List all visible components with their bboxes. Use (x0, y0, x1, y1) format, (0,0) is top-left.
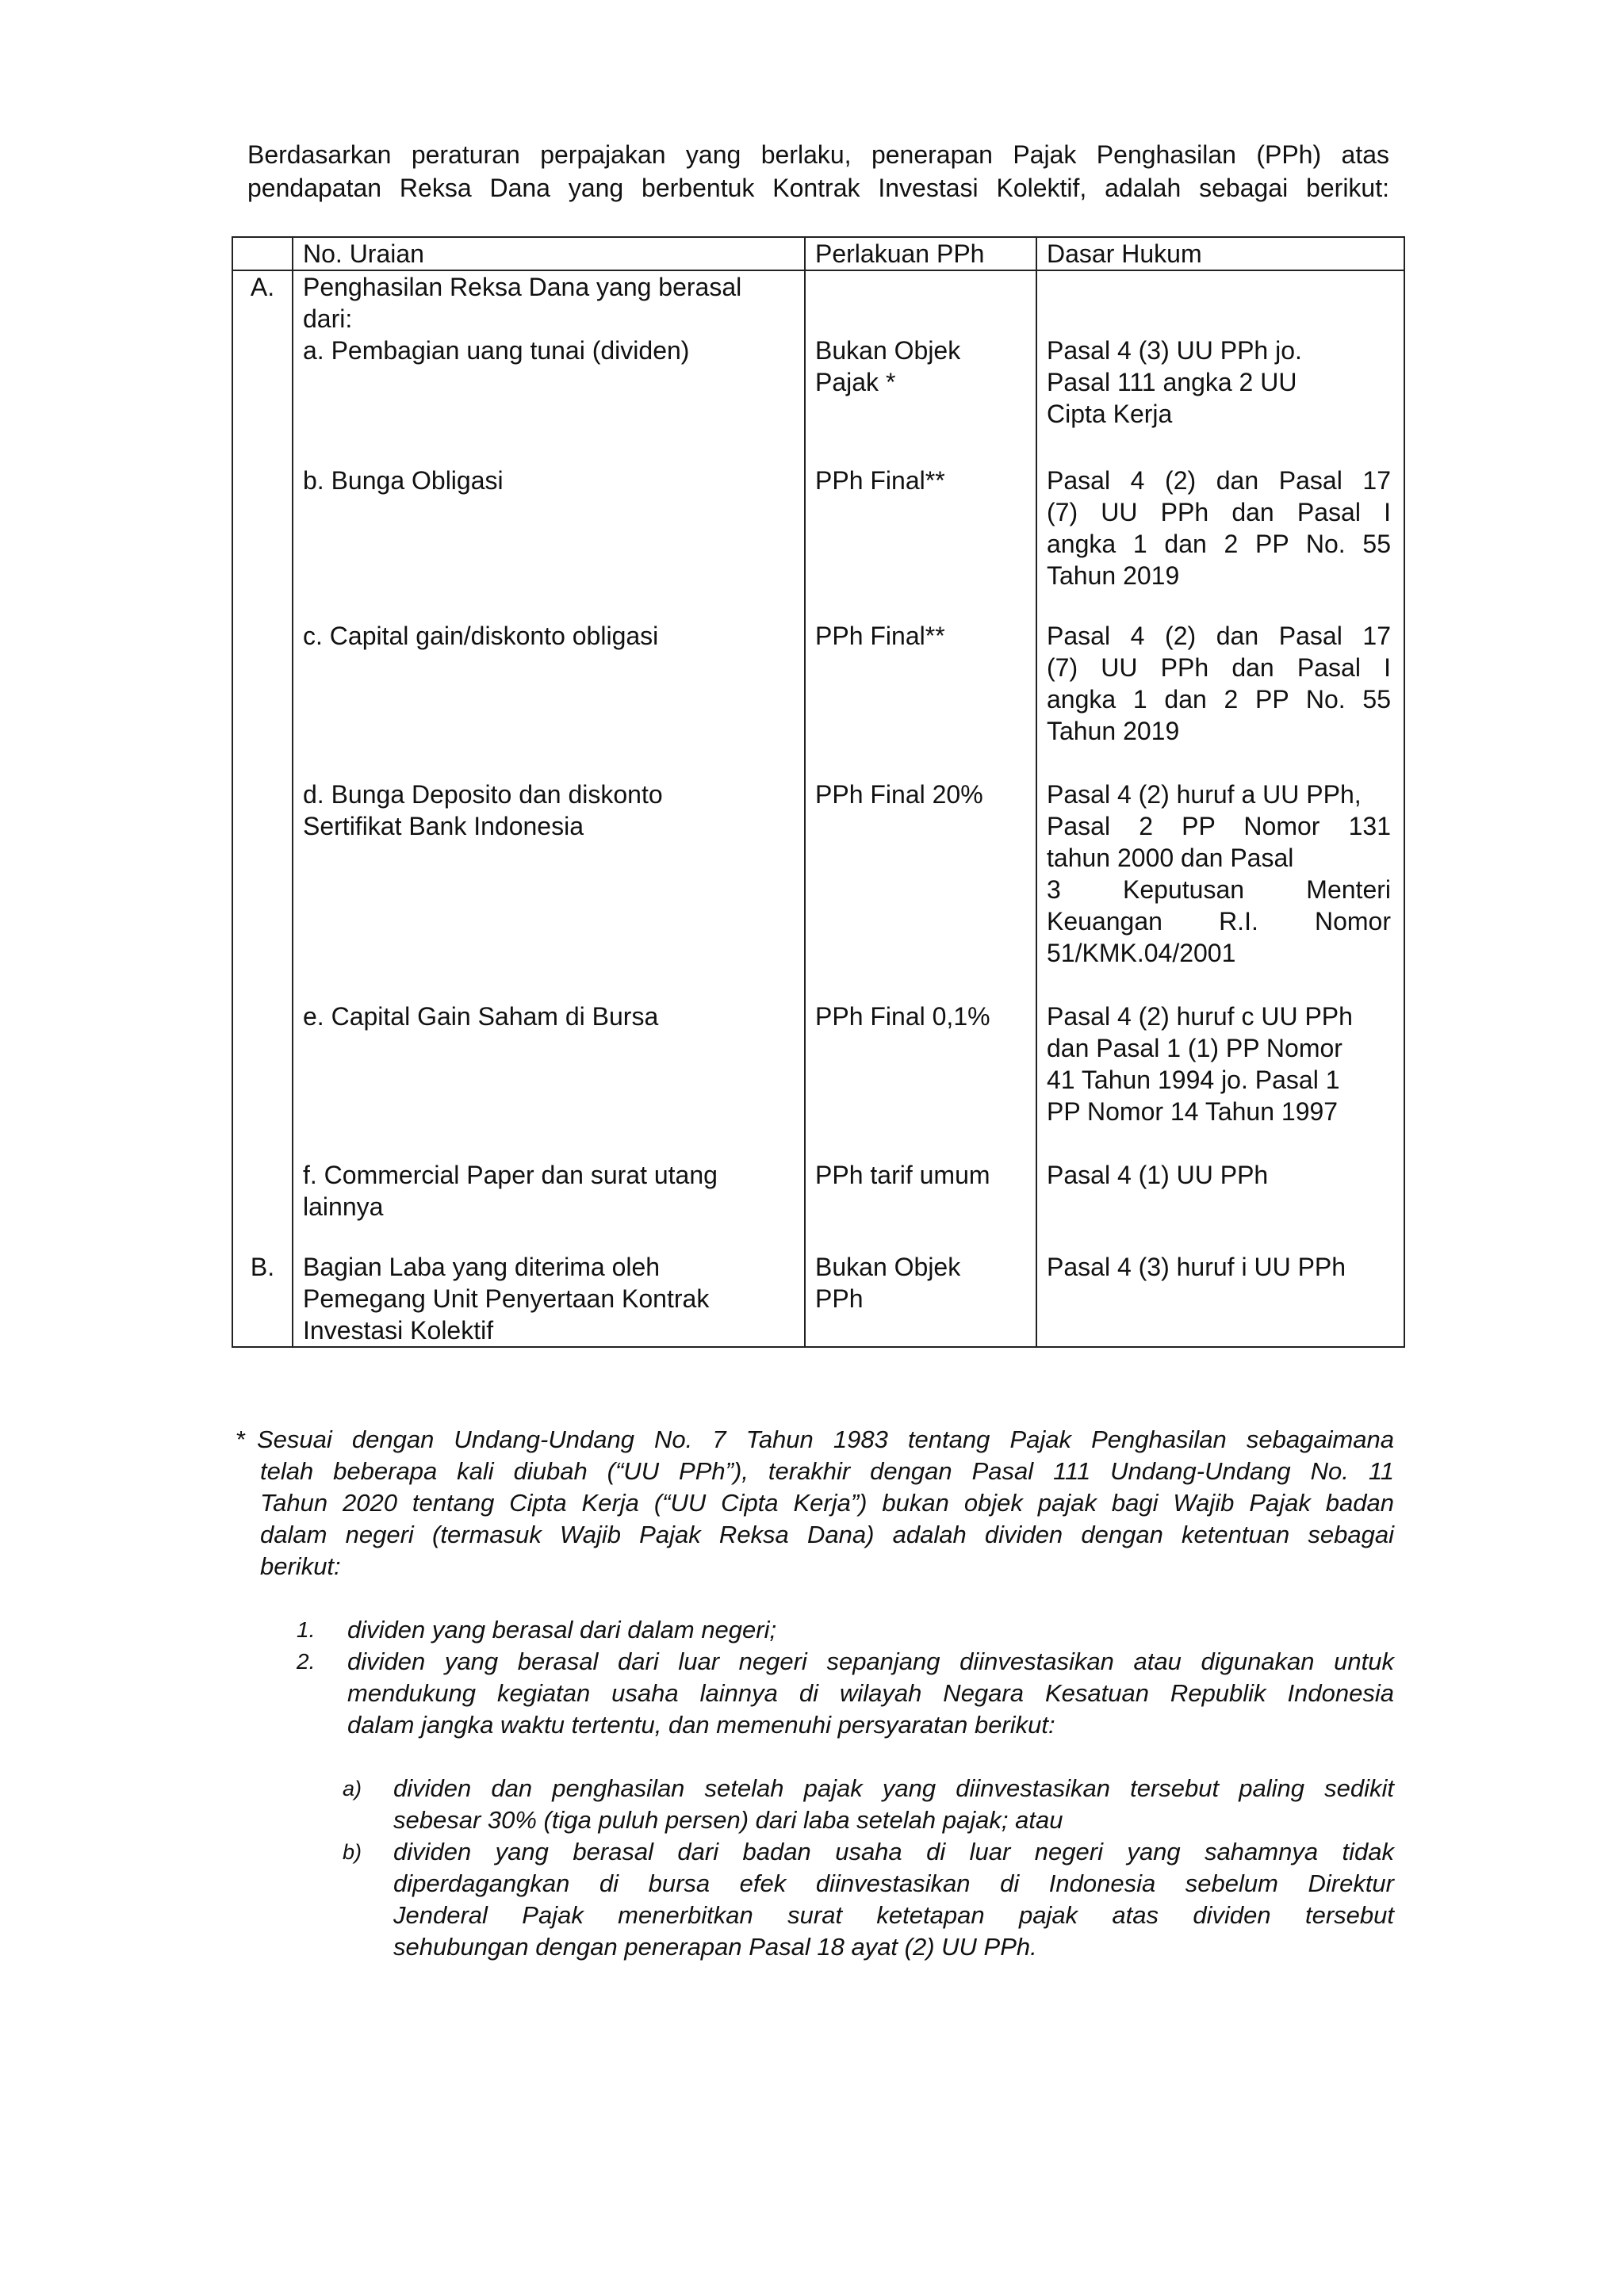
item-text: Pemegang Unit Penyertaan Kontrak (303, 1284, 710, 1313)
list-line: mendukung kegiatan usaha lainnya di wilayah Negara Kesatuan Republik Indonesia (347, 1679, 1394, 1707)
list-number: 1. (297, 1617, 316, 1642)
table-row (232, 465, 1404, 620)
sublist-line: Jenderal Pajak menerbitkan surat ketetapan pajak atas dividen tersebut (393, 1901, 1394, 1929)
list-line: dalam jangka waktu tertentu, dan memenuhi persyaratan berikut: (347, 1711, 1055, 1739)
law-text: Pasal 4 (3) UU PPh jo. (1047, 336, 1302, 365)
table-row (232, 779, 1404, 1001)
empty-cell (232, 620, 293, 779)
table-row (232, 1159, 1404, 1251)
treatment-text: PPh (815, 1284, 864, 1313)
sublist-line: diperdagangkan di bursa efek diinvestasikan di Indonesia sebelum Direktur (393, 1869, 1394, 1897)
law-text: 3 Keputusan Menteri (1047, 875, 1391, 904)
empty-cell (1036, 270, 1404, 335)
sublist-item-text (393, 1773, 1394, 1836)
treatment-text: PPh Final** (815, 622, 945, 650)
law-text: angka 1 dan 2 PP No. 55 (1047, 685, 1391, 714)
law-text: Keuangan R.I. Nomor (1047, 907, 1391, 936)
intro-paragraph (247, 138, 1389, 205)
empty-cell (232, 1159, 293, 1251)
list-line: dividen yang berasal dari dalam negeri; (347, 1616, 777, 1644)
law-cell (1036, 335, 1404, 465)
law-text: angka 1 dan 2 PP No. 55 (1047, 530, 1391, 558)
footnote-line: Tahun 2020 tentang Cipta Kerja (“UU Cipta Kerja”) bukan objek pajak bagi Wajib Pajak badan (260, 1489, 1394, 1517)
law-text: Pasal 4 (3) huruf i UU PPh (1047, 1253, 1346, 1281)
list-number: 2. (297, 1649, 316, 1674)
section-letter: B. (232, 1251, 293, 1347)
footnote-list (297, 1614, 1394, 1741)
section-letter: A. (232, 270, 293, 335)
empty-cell (232, 1001, 293, 1159)
item-text: lainnya (303, 1192, 384, 1221)
law-text: Tahun 2019 (1047, 717, 1180, 745)
item-cell (293, 465, 805, 620)
list-line: dividen yang berasal dari luar negeri sepanjang diinvestasikan atau digunakan untuk (347, 1647, 1394, 1675)
treatment-text: Pajak * (815, 368, 896, 396)
law-text: dan Pasal 1 (1) PP Nomor (1047, 1034, 1342, 1062)
law-text: Pasal 2 PP Nomor 131 (1047, 812, 1391, 840)
treatment-cell (805, 335, 1036, 465)
table-row-section-b (232, 1251, 1404, 1347)
header-dasar-hukum: Dasar Hukum (1036, 237, 1404, 270)
law-cell (1036, 465, 1404, 620)
treatment-text: Bukan Objek (815, 1253, 961, 1281)
footnote-marker: * (236, 1425, 247, 1453)
item-cell (293, 1159, 805, 1251)
list-item (297, 1614, 1394, 1646)
sublist-line: sebesar 30% (tiga puluh persen) dari laba setelah pajak; atau (393, 1806, 1063, 1834)
item-text: Bagian Laba yang diterima oleh (303, 1253, 661, 1281)
law-text: 41 Tahun 1994 jo. Pasal 1 (1047, 1066, 1340, 1094)
law-cell (1036, 779, 1404, 1001)
footnote-sublist (343, 1773, 1394, 1963)
treatment-text: PPh Final** (815, 466, 945, 495)
treatment-cell (805, 1001, 1036, 1159)
treatment-cell (805, 1159, 1036, 1251)
footnote-section (236, 1424, 1394, 1963)
item-cell (293, 335, 805, 465)
treatment-cell (805, 620, 1036, 779)
item-text: b. Bunga Obligasi (303, 466, 504, 495)
footnote (236, 1424, 1394, 1582)
footnote-line: dalam negeri (termasuk Wajib Pajak Reksa Dana) adalah dividen dengan ketentuan sebagai (260, 1521, 1394, 1548)
item-cell (293, 1001, 805, 1159)
empty-cell (232, 779, 293, 1001)
table-row (232, 620, 1404, 779)
law-text: Pasal 4 (2) huruf a UU PPh, (1047, 780, 1362, 809)
section-a-title-line: Penghasilan Reksa Dana yang berasal (303, 273, 742, 301)
sublist-line: sehubungan dengan penerapan Pasal 18 ayat (2) UU PPh. (393, 1933, 1037, 1961)
treatment-text: PPh tarif umum (815, 1161, 990, 1189)
treatment-cell (805, 1251, 1036, 1347)
law-cell (1036, 1251, 1404, 1347)
treatment-text: PPh Final 20% (815, 780, 983, 809)
treatment-text: Bukan Objek (815, 336, 961, 365)
sublist-letter: a) (343, 1777, 362, 1800)
footnote-line: telah beberapa kali diubah (“UU PPh”), terakhir dengan Pasal 111 Undang-Undang No. 11 (260, 1457, 1394, 1485)
law-text: 51/KMK.04/2001 (1047, 939, 1236, 967)
item-text: e. Capital Gain Saham di Bursa (303, 1002, 659, 1031)
tax-treatment-table (232, 236, 1405, 1348)
law-cell (1036, 1001, 1404, 1159)
law-text: Tahun 2019 (1047, 561, 1180, 590)
law-text: (7) UU PPh dan Pasal I (1047, 498, 1391, 526)
law-cell (1036, 1159, 1404, 1251)
item-text: f. Commercial Paper dan surat utang (303, 1161, 718, 1189)
intro-line: Berdasarkan peraturan perpajakan yang berlaku, penerapan Pajak Penghasilan (PPh) atas (247, 140, 1389, 169)
section-a-title-line: dari: (303, 304, 353, 333)
list-item-text (347, 1646, 1394, 1741)
treatment-cell (805, 779, 1036, 1001)
law-text: PP Nomor 14 Tahun 1997 (1047, 1097, 1339, 1126)
intro-line: pendapatan Reksa Dana yang berbentuk Kontrak Investasi Kolektif, adalah sebagai berikut: (247, 174, 1389, 202)
list-item (297, 1646, 1394, 1741)
law-text: Pasal 4 (1) UU PPh (1047, 1161, 1269, 1189)
item-cell (293, 779, 805, 1001)
law-text: Pasal 111 angka 2 UU (1047, 368, 1297, 396)
law-text: (7) UU PPh dan Pasal I (1047, 653, 1391, 682)
table-row (232, 335, 1404, 465)
item-text: c. Capital gain/diskonto obligasi (303, 622, 659, 650)
item-text: a. Pembagian uang tunai (dividen) (303, 336, 690, 365)
footnote-line: berikut: (260, 1552, 341, 1580)
table-row (232, 1001, 1404, 1159)
table-header-row (232, 237, 1404, 270)
empty-cell (232, 335, 293, 465)
section-a-title (293, 270, 805, 335)
sublist-letter: b) (343, 1840, 362, 1864)
law-text: Pasal 4 (2) dan Pasal 17 (1047, 622, 1391, 650)
footnote-body (257, 1424, 1394, 1582)
law-text: Cipta Kerja (1047, 400, 1173, 428)
item-cell (293, 620, 805, 779)
header-no-uraian: No. Uraian (293, 237, 805, 270)
item-text: Sertifikat Bank Indonesia (303, 812, 584, 840)
law-cell (1036, 620, 1404, 779)
item-text: d. Bunga Deposito dan diskonto (303, 780, 663, 809)
sublist-item-text (393, 1836, 1394, 1963)
sublist-item (343, 1773, 1394, 1836)
header-blank (232, 237, 293, 270)
header-perlakuan-pph: Perlakuan PPh (805, 237, 1036, 270)
law-text: tahun 2000 dan Pasal (1047, 844, 1294, 872)
law-text: Pasal 4 (2) dan Pasal 17 (1047, 466, 1391, 495)
treatment-cell (805, 465, 1036, 620)
sublist-item (343, 1836, 1394, 1963)
sublist-line: dividen yang berasal dari badan usaha di luar negeri yang sahamnya tidak (393, 1838, 1394, 1866)
empty-cell (805, 270, 1036, 335)
table-row-section-a-title (232, 270, 1404, 335)
item-text: Investasi Kolektif (303, 1316, 494, 1345)
footnote-line: Sesuai dengan Undang-Undang No. 7 Tahun 1983 tentang Pajak Penghasilan sebagaimana (257, 1425, 1394, 1453)
list-item-text (347, 1614, 1394, 1646)
empty-cell (232, 465, 293, 620)
law-text: Pasal 4 (2) huruf c UU PPh (1047, 1002, 1353, 1031)
item-cell (293, 1251, 805, 1347)
treatment-text: PPh Final 0,1% (815, 1002, 990, 1031)
sublist-line: dividen dan penghasilan setelah pajak yang diinvestasikan tersebut paling sedikit (393, 1774, 1394, 1802)
